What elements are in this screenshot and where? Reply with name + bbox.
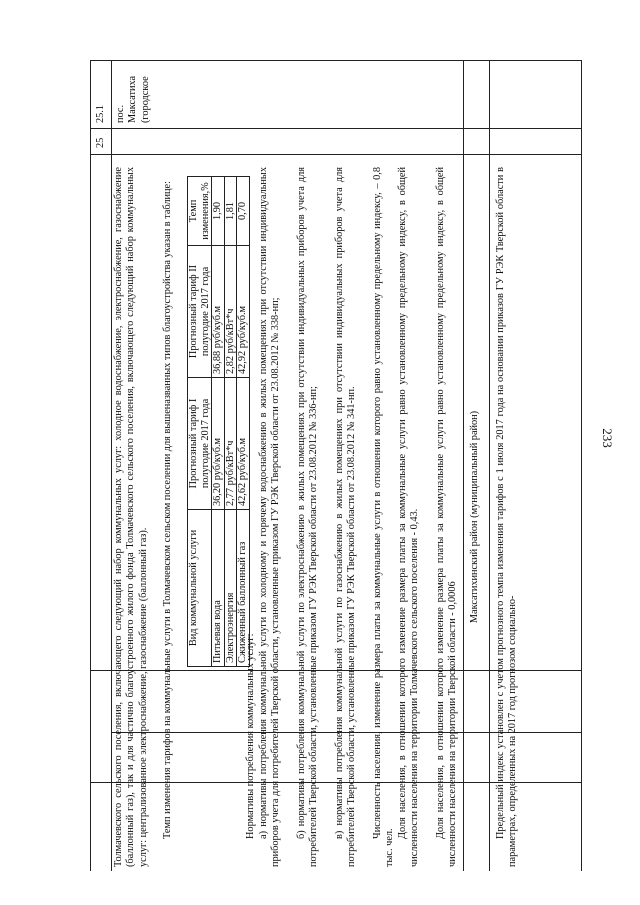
table-row [212,177,225,667]
table-header-cell: Прогнозный тариф I полугодие 2017 года [188,378,212,510]
table-row [224,177,237,667]
norm-b: б) нормативы потребления коммунальной услуги по электроснабжению в жилых помещениях при отсутствии индивидуальных приборов учета для потребителей Тверской области, установленные приказом ГУ РЭК Тверской области от 23.08.2012 № 336-нп; [296,167,320,867]
table-header-cell: Темп изменения,% [188,177,212,246]
table-cell: Электроэнергия [224,510,237,667]
table-cell: 0,70 [237,177,250,246]
row-name: пос. Максатиха (городское [115,75,151,123]
table-cell: Питьевая вода [212,510,225,667]
table-header-cell: Вид коммунальной услуги [188,510,212,667]
table-cell: 36,20 руб/куб.м [212,378,225,510]
row-number: 25 [95,137,106,148]
table-cell: 42,92 руб/куб.м [237,246,250,378]
table-cell: 36,88 руб/куб.м [212,246,225,378]
row-divider [91,128,581,129]
row-divider [489,61,490,871]
table-cell: 1,90 [212,177,225,246]
table-cell: 2,77 руб/кВт*ч [224,378,237,510]
share-equal-text: Доля населения, в отношении которого изменение размера платы за коммунальные услуги равно установленному предельному индексу, в общей численности населения на территории Толмачевского сельского поселения - 0,43. [397,167,421,867]
tariff-intro: Темп изменения тарифов на коммунальные услуги в Толмачевском сельском поселении для вышеназванных типов благоустройства указан в таблице: [162,181,173,839]
norms-title: Нормативы потребления коммунальных услуг: [245,633,256,839]
rotated-table [91,61,581,871]
tariff-table [187,176,250,667]
norm-c: в) нормативы потребления коммунальной услуги по газоснабжению в жилых помещениях при отсутствии индивидуальных приборов учета для потребителей Тверской области, установленные приказом ГУ РЭК Тверской области от 23.08.2012 № 341-нп. [334,167,358,867]
row-divider [463,61,464,871]
share-exceed-text: Доля населения, в отношении которого изменение размера платы за коммунальные услуги равно установленному предельному индексу, в общей численности населения на территории Тверской области - 0,0006 [435,167,459,867]
table-header-row [188,177,212,667]
table-cell: Сжиженный баллонный газ [237,510,250,667]
page-number: 233 [599,428,615,448]
intro-text: Толмачевского сельского поселения, включающего следующий набор коммунальных услуг: холодное водоснабжение, электроснабжение, газоснабжение (баллонный газ), так и для частично благоустроенного жилого фонда Толмачевского сельского поселения, включающего следующий набор коммунальных услуг: централизованное электроснабжение, газоснабжение (баллонный газ). [113,167,149,867]
row-25-1-text: Предельный индекс установлен с учетом прогнозного темпа изменения тарифов с 1 июля 2017 года на основании приказов ГУ РЭК Тверской области в параметрах, определенных на 2017 год прогнозом социально- [495,167,519,867]
table-cell: 1,81 [224,177,237,246]
district-title: Максатихинский район (муниципальный район) [469,410,480,624]
population-text: Численность населения, изменение размера платы за коммунальные услуги в отношении которого равно установленному предельному индексу, – 0,8 тыс. чел. [372,167,396,867]
row-divider [91,154,581,155]
row-number: 25.1 [95,104,106,123]
table-header-cell: Прогнозный тариф II полугодие 2017 года [188,246,212,378]
norm-a: а) нормативы потребления коммунальной услуги по холодному и горячему водоснабжению в жилых помещениях при отсутствии индивидуальных приборов учета для потребителей Тверской области, установленные приказом ГУ РЭК Тверской области от 23.08.2012 № 338-нп; [258,167,282,867]
document-scan [90,60,582,871]
table-cell: 2,82 руб/кВт*ч [224,246,237,378]
table-cell: 42,62 руб/куб.м [237,378,250,510]
row-divider [111,61,112,871]
